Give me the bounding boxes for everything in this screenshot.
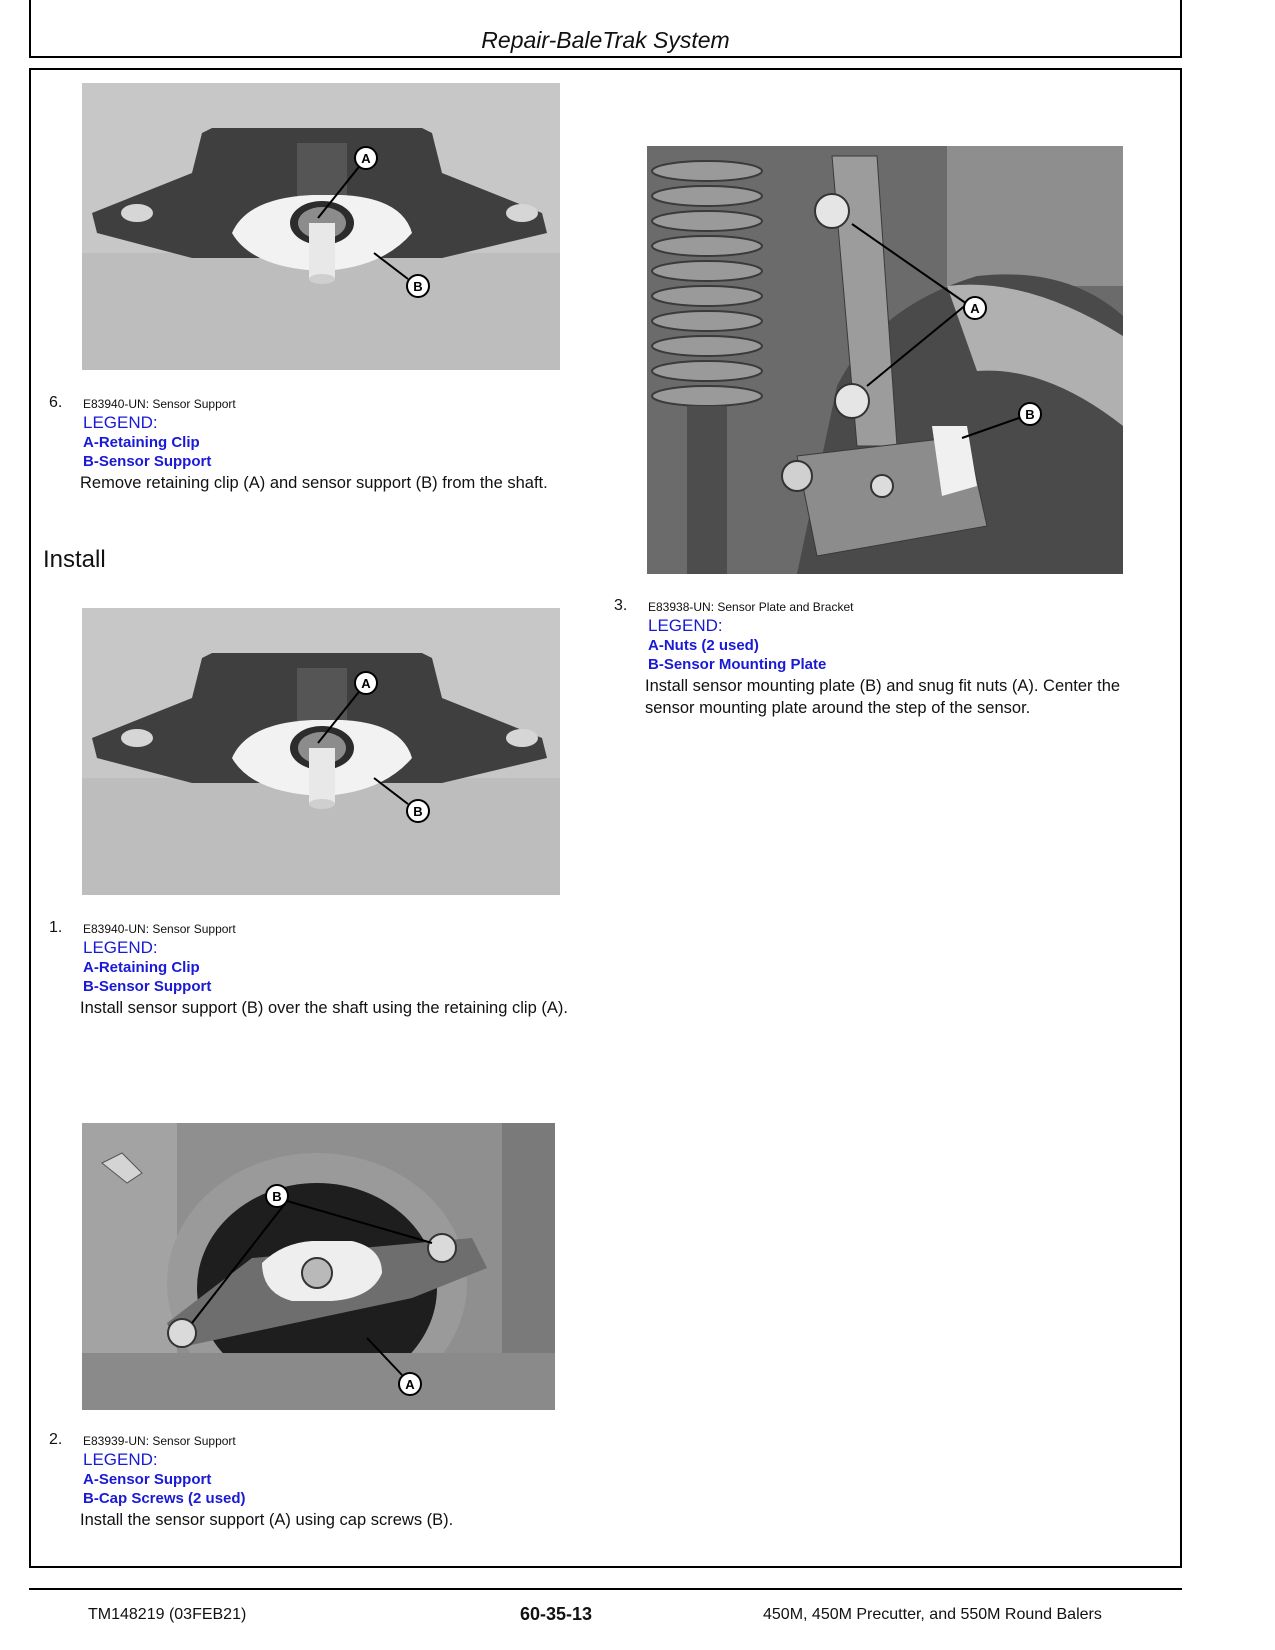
sensor-plate-bracket-photo <box>647 146 1123 574</box>
step-3-legend-item-a: A-Nuts (2 used) <box>648 637 759 654</box>
step-2-legend-title: LEGEND: <box>83 1450 158 1469</box>
step-6-legend-item-a: A-Retaining Clip <box>83 434 200 451</box>
page-header <box>29 0 1182 58</box>
step-6-legend-item-b: B-Sensor Support <box>83 453 212 470</box>
step-3-legend-title: LEGEND: <box>648 616 723 635</box>
sensor-support-photo-removal <box>82 83 560 370</box>
callout-b-label: B <box>1025 407 1035 422</box>
step-1-legend-item-b: B-Sensor Support <box>83 978 212 995</box>
callout-a-label: A <box>405 1377 415 1392</box>
footer-rule <box>29 1588 1182 1590</box>
install-heading: Install <box>43 546 106 573</box>
callout-b-label: B <box>413 279 423 294</box>
callout-a-label: A <box>970 301 980 316</box>
step-6-instruction: Remove retaining clip (A) and sensor support (B) from the shaft. <box>80 474 548 492</box>
footer-doc-id: TM148219 (03FEB21) <box>88 1606 247 1623</box>
footer-page-number: 60-35-13 <box>520 1604 593 1624</box>
callout-a-label: A <box>361 151 371 166</box>
step-3-figure-caption: E83938-UN: Sensor Plate and Bracket <box>648 600 854 614</box>
step-1-instruction: Install sensor support (B) over the shaft using the retaining clip (A). <box>80 999 568 1017</box>
sensor-support-photo-install <box>82 608 560 895</box>
step-3-number: 3. <box>614 597 628 614</box>
callout-b-label: B <box>272 1189 282 1204</box>
footer-product: 450M, 450M Precutter, and 550M Round Balers <box>763 1606 1102 1623</box>
step-3-instruction: Install sensor mounting plate (B) and snug fit nuts (A). Center the sensor mounting plate around the step of the sensor. <box>645 677 1121 717</box>
step-1-legend-title: LEGEND: <box>83 938 158 957</box>
step-2-instruction: Install the sensor support (A) using cap screws (B). <box>80 1511 454 1529</box>
sensor-support-cap-screws-photo <box>82 1123 555 1410</box>
callout-a-label: A <box>361 676 371 691</box>
step-6-number: 6. <box>49 394 63 411</box>
step-2-legend-item-b: B-Cap Screws (2 used) <box>83 1490 246 1507</box>
step-3-legend-item-b: B-Sensor Mounting Plate <box>648 656 827 673</box>
callout-b-label: B <box>413 804 423 819</box>
step-1-legend-item-a: A-Retaining Clip <box>83 959 200 976</box>
step-1-number: 1. <box>49 919 63 936</box>
step-6-legend-title: LEGEND: <box>83 413 158 432</box>
step-2-number: 2. <box>49 1431 63 1448</box>
step-6-figure-caption: E83940-UN: Sensor Support <box>83 397 236 411</box>
step-2-legend-item-a: A-Sensor Support <box>83 1471 212 1488</box>
page-title: Repair-BaleTrak System <box>481 27 730 53</box>
step-2-figure-caption: E83939-UN: Sensor Support <box>83 1434 236 1448</box>
step-1-figure-caption: E83940-UN: Sensor Support <box>83 922 236 936</box>
